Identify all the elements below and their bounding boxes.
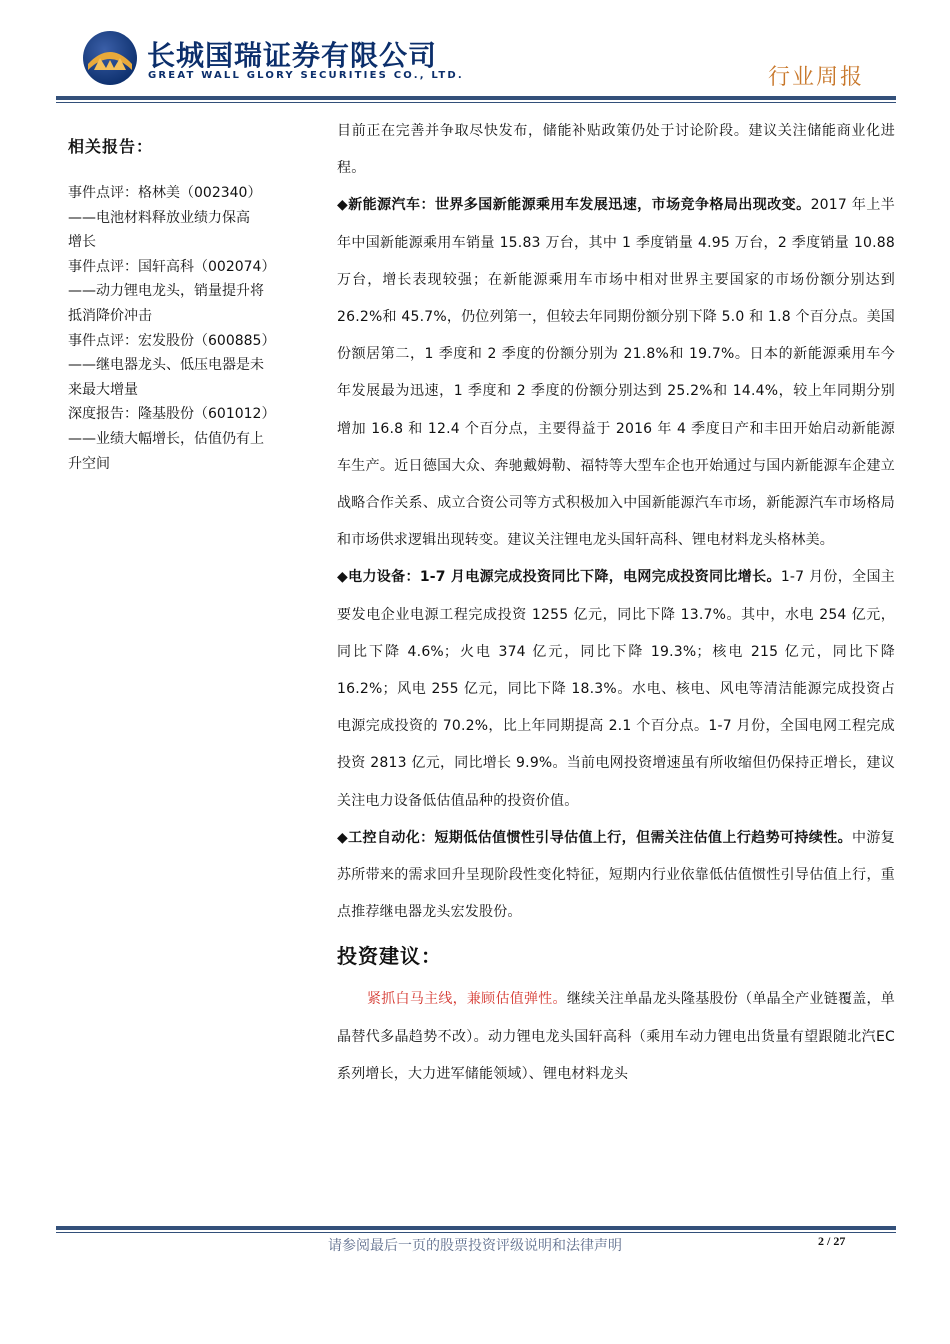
investment-body: 继续关注单晶龙头隆基股份（单晶全产业链覆盖，单晶替代多晶趋势不改）。动力锂电龙头国轩高科（乘用车动力锂电出货量有望跟随北汽EC系列增长，大力进军储能领域）、锂电材料龙头 (337, 991, 895, 1082)
ev-section (337, 187, 895, 559)
header-rule-thin (56, 102, 896, 103)
company-name-cn: 长城国瑞证券有限公司 (147, 39, 438, 72)
related-reports-title: 相关报告： (68, 137, 154, 156)
company-logo-icon (82, 30, 138, 86)
power-body: 1-7 月份，全国主要发电企业电源工程完成投资 1255 亿元，同比下降 13.7%。其中，水电 254 亿元，同比下降 4.6%；火电 374 亿元，同比下降 19.3%；核电 215 亿元，同比下降 16.2%；风电 255 亿元，同比下降 18.3%。水电、核电、风电等清洁能源完成投资占电源完成投资的 70.2%，比上年同期提高 2.1 个百分点。1-7 月份，全国电网工程完成投资 2813 亿元，同比增长 9.9%。当前电网投资增速虽有所收缩但仍保持正增长，建议关注电力设备低估值品种的投资价值。 (337, 569, 895, 809)
ev-heading: ◆新能源汽车：世界多国新能源乘用车发展迅速，市场竞争格局出现改变。 (337, 197, 811, 214)
investment-advice-title: 投资建议： (337, 944, 442, 969)
related-report-item[interactable]: 事件点评：国轩高科（002074） ——动力锂电龙头，销量提升将 抵消降价冲击 (68, 258, 276, 324)
power-heading: ◆电力设备：1-7 月电源完成投资同比下降，电网完成投资同比增长。 (337, 569, 781, 586)
page-number: 2 / 27 (818, 1234, 846, 1248)
related-report-item[interactable]: 事件点评：格林美（002340） ——电池材料释放业绩力保高 增长 (68, 185, 262, 251)
investment-advice-paragraph (337, 981, 895, 1093)
related-reports-sidebar (68, 134, 308, 476)
footer-rule-thick (56, 1226, 896, 1230)
page-header (0, 0, 950, 104)
related-reports-list (68, 181, 308, 476)
footer-rule-thin (56, 1232, 896, 1233)
automation-body: 中游复苏所带来的需求回升呈现阶段性变化特征，短期内行业依靠低估值惯性引导估值上行，重点推荐继电器龙头宏发股份。 (337, 829, 895, 921)
related-report-item[interactable]: 事件点评：宏发股份（600885） ——继电器龙头、低压电器是未 来最大增量 (68, 332, 276, 398)
automation-heading: ◆工控自动化：短期低估值惯性引导估值上行，但需关注估值上行趋势可持续性。 (337, 829, 852, 846)
intro-paragraph: 目前正在完善并争取尽快发布，储能补贴政策仍处于讨论阶段。建议关注储能商业化进程。 (337, 123, 895, 177)
company-name-en: GREAT WALL GLORY SECURITIES CO., LTD. (148, 70, 464, 81)
ev-body: 2017 年上半年中国新能源乘用车销量 15.83 万台，其中 1 季度销量 4.95 万台，2 季度销量 10.88 万台，增长表现较强；在新能源乘用车市场中相对世界主要国家的市场份额分别达到 26.2%和 45.7%，仍位列第一，但较去年同期份额分别下降 5.0 和 1.8 个百分点。美国份额居第二，1 季度和 2 季度的份额分别为 21.8%和 19.7%。日本的新能源乘用车今年发展最为迅速，1 季度和 2 季度的份额分别达到 25.2%和 14.4%，较上年同期分别增加 16.8 和 12.4 个百分点，主要得益于 2016 年 4 季度日产和丰田开始启动新能源车生产。近日德国大众、奔驰戴姆勒、福特等大型车企也开始通过与国内新能源车企建立战略合作关系、成立合资公司等方式积极加入中国新能源汽车市场，新能源汽车市场格局和市场供求逻辑出现转变。建议关注锂电龙头国轩高科、锂电材料龙头格林美。 (337, 197, 895, 549)
power-section (337, 559, 895, 819)
footer-disclaimer[interactable]: 请参阅最后一页的股票投资评级说明和法律声明 (328, 1238, 622, 1254)
main-content (337, 113, 895, 1093)
header-rule-thick (56, 96, 896, 100)
related-report-item[interactable]: 深度报告：隆基股份（601012） ——业绩大幅增长，估值仍有上 升空间 (68, 406, 276, 472)
investment-highlight: 紧抓白马主线，兼顾估值弹性。 (367, 991, 567, 1008)
automation-section (337, 820, 895, 932)
report-type: 行业周报 (767, 65, 864, 90)
